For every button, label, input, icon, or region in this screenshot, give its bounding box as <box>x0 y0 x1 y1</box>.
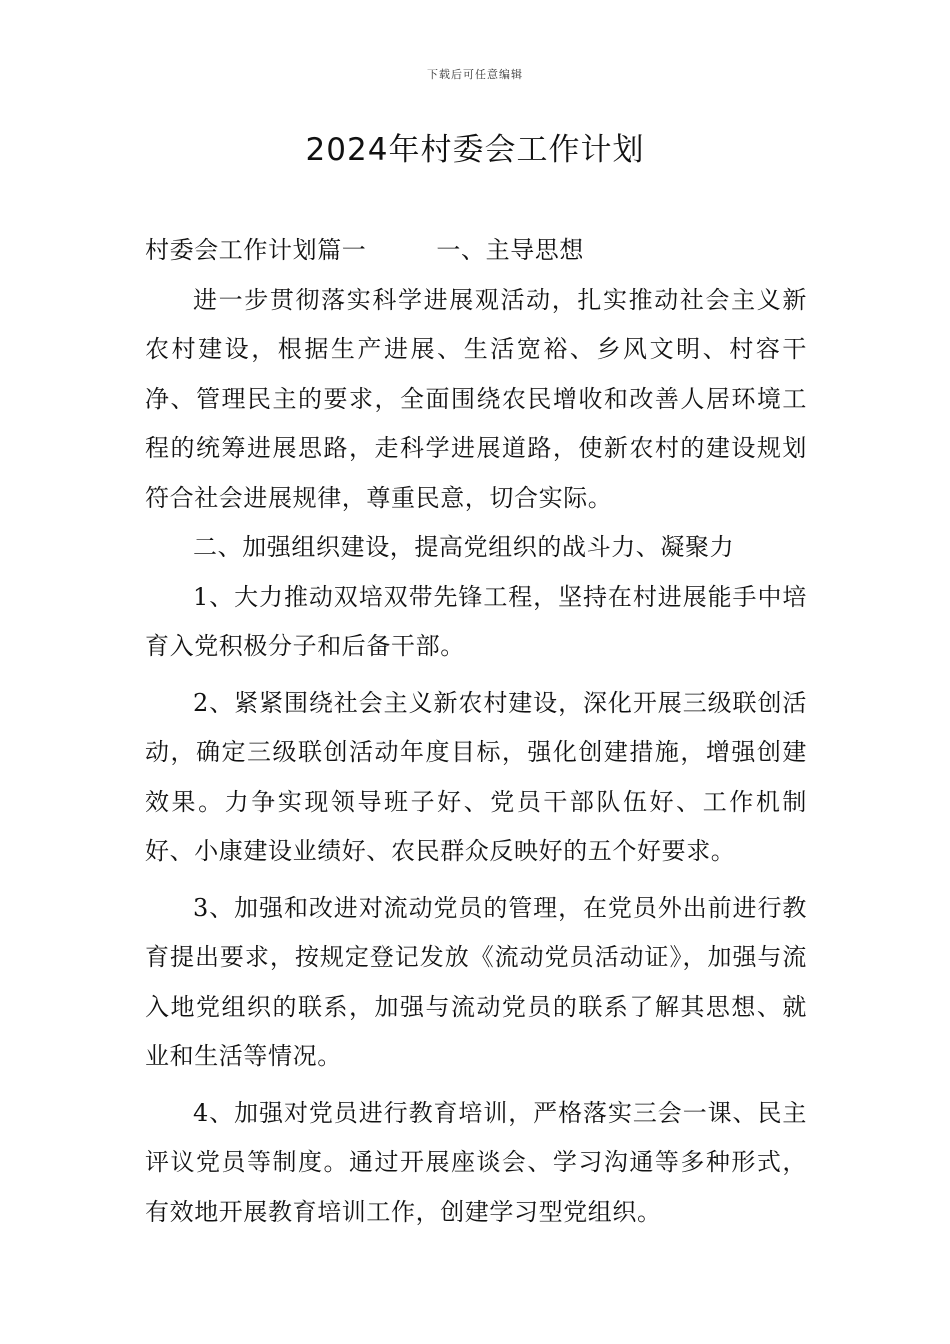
paragraph-item-1: 1、大力推动双培双带先锋工程，坚持在村进展能手中培育入党积极分子和后备干部。 <box>145 582 807 660</box>
document-title: 2024年村委会工作计划 <box>305 132 645 168</box>
section-heading-2: 二、加强组织建设，提高党组织的战斗力、凝聚力 <box>193 533 735 561</box>
document-body <box>145 226 807 1237</box>
intro-line <box>145 226 807 276</box>
paragraph-item-4: 4、加强对党员进行教育培训，严格落实三会一课、民主评议党员等制度。通过开展座谈会、学习沟通等多种形式，有效地开展教育培训工作，创建学习型党组织。 <box>145 1098 807 1226</box>
section-heading-1: 一、主导思想 <box>436 236 585 264</box>
part-label: 村委会工作计划篇一 <box>145 236 367 264</box>
paragraph-item-3: 3、加强和改进对流动党员的管理，在党员外出前进行教育提出要求，按规定登记发放《流动党员活动证》，加强与流入地党组织的联系，加强与流动党员的联系了解其思想、就业和生活等情况。 <box>145 893 807 1070</box>
header-note: 下载后可任意编辑 <box>427 68 523 81</box>
paragraph-guiding-thought: 进一步贯彻落实科学进展观活动，扎实推动社会主义新农村建设，根据生产进展、生活宽裕、乡风文明、村容干净、管理民主的要求，全面围绕农民增收和改善人居环境工程的统筹进展思路，走科学进展道路，使新农村的建设规划符合社会进展规律，尊重民意，切合实际。 <box>145 285 807 512</box>
paragraph-item-2: 2、紧紧围绕社会主义新农村建设，深化开展三级联创活动，确定三级联创活动年度目标，强化创建措施，增强创建效果。力争实现领导班子好、党员干部队伍好、工作机制好、小康建设业绩好、农民群众反映好的五个好要求。 <box>145 688 807 865</box>
